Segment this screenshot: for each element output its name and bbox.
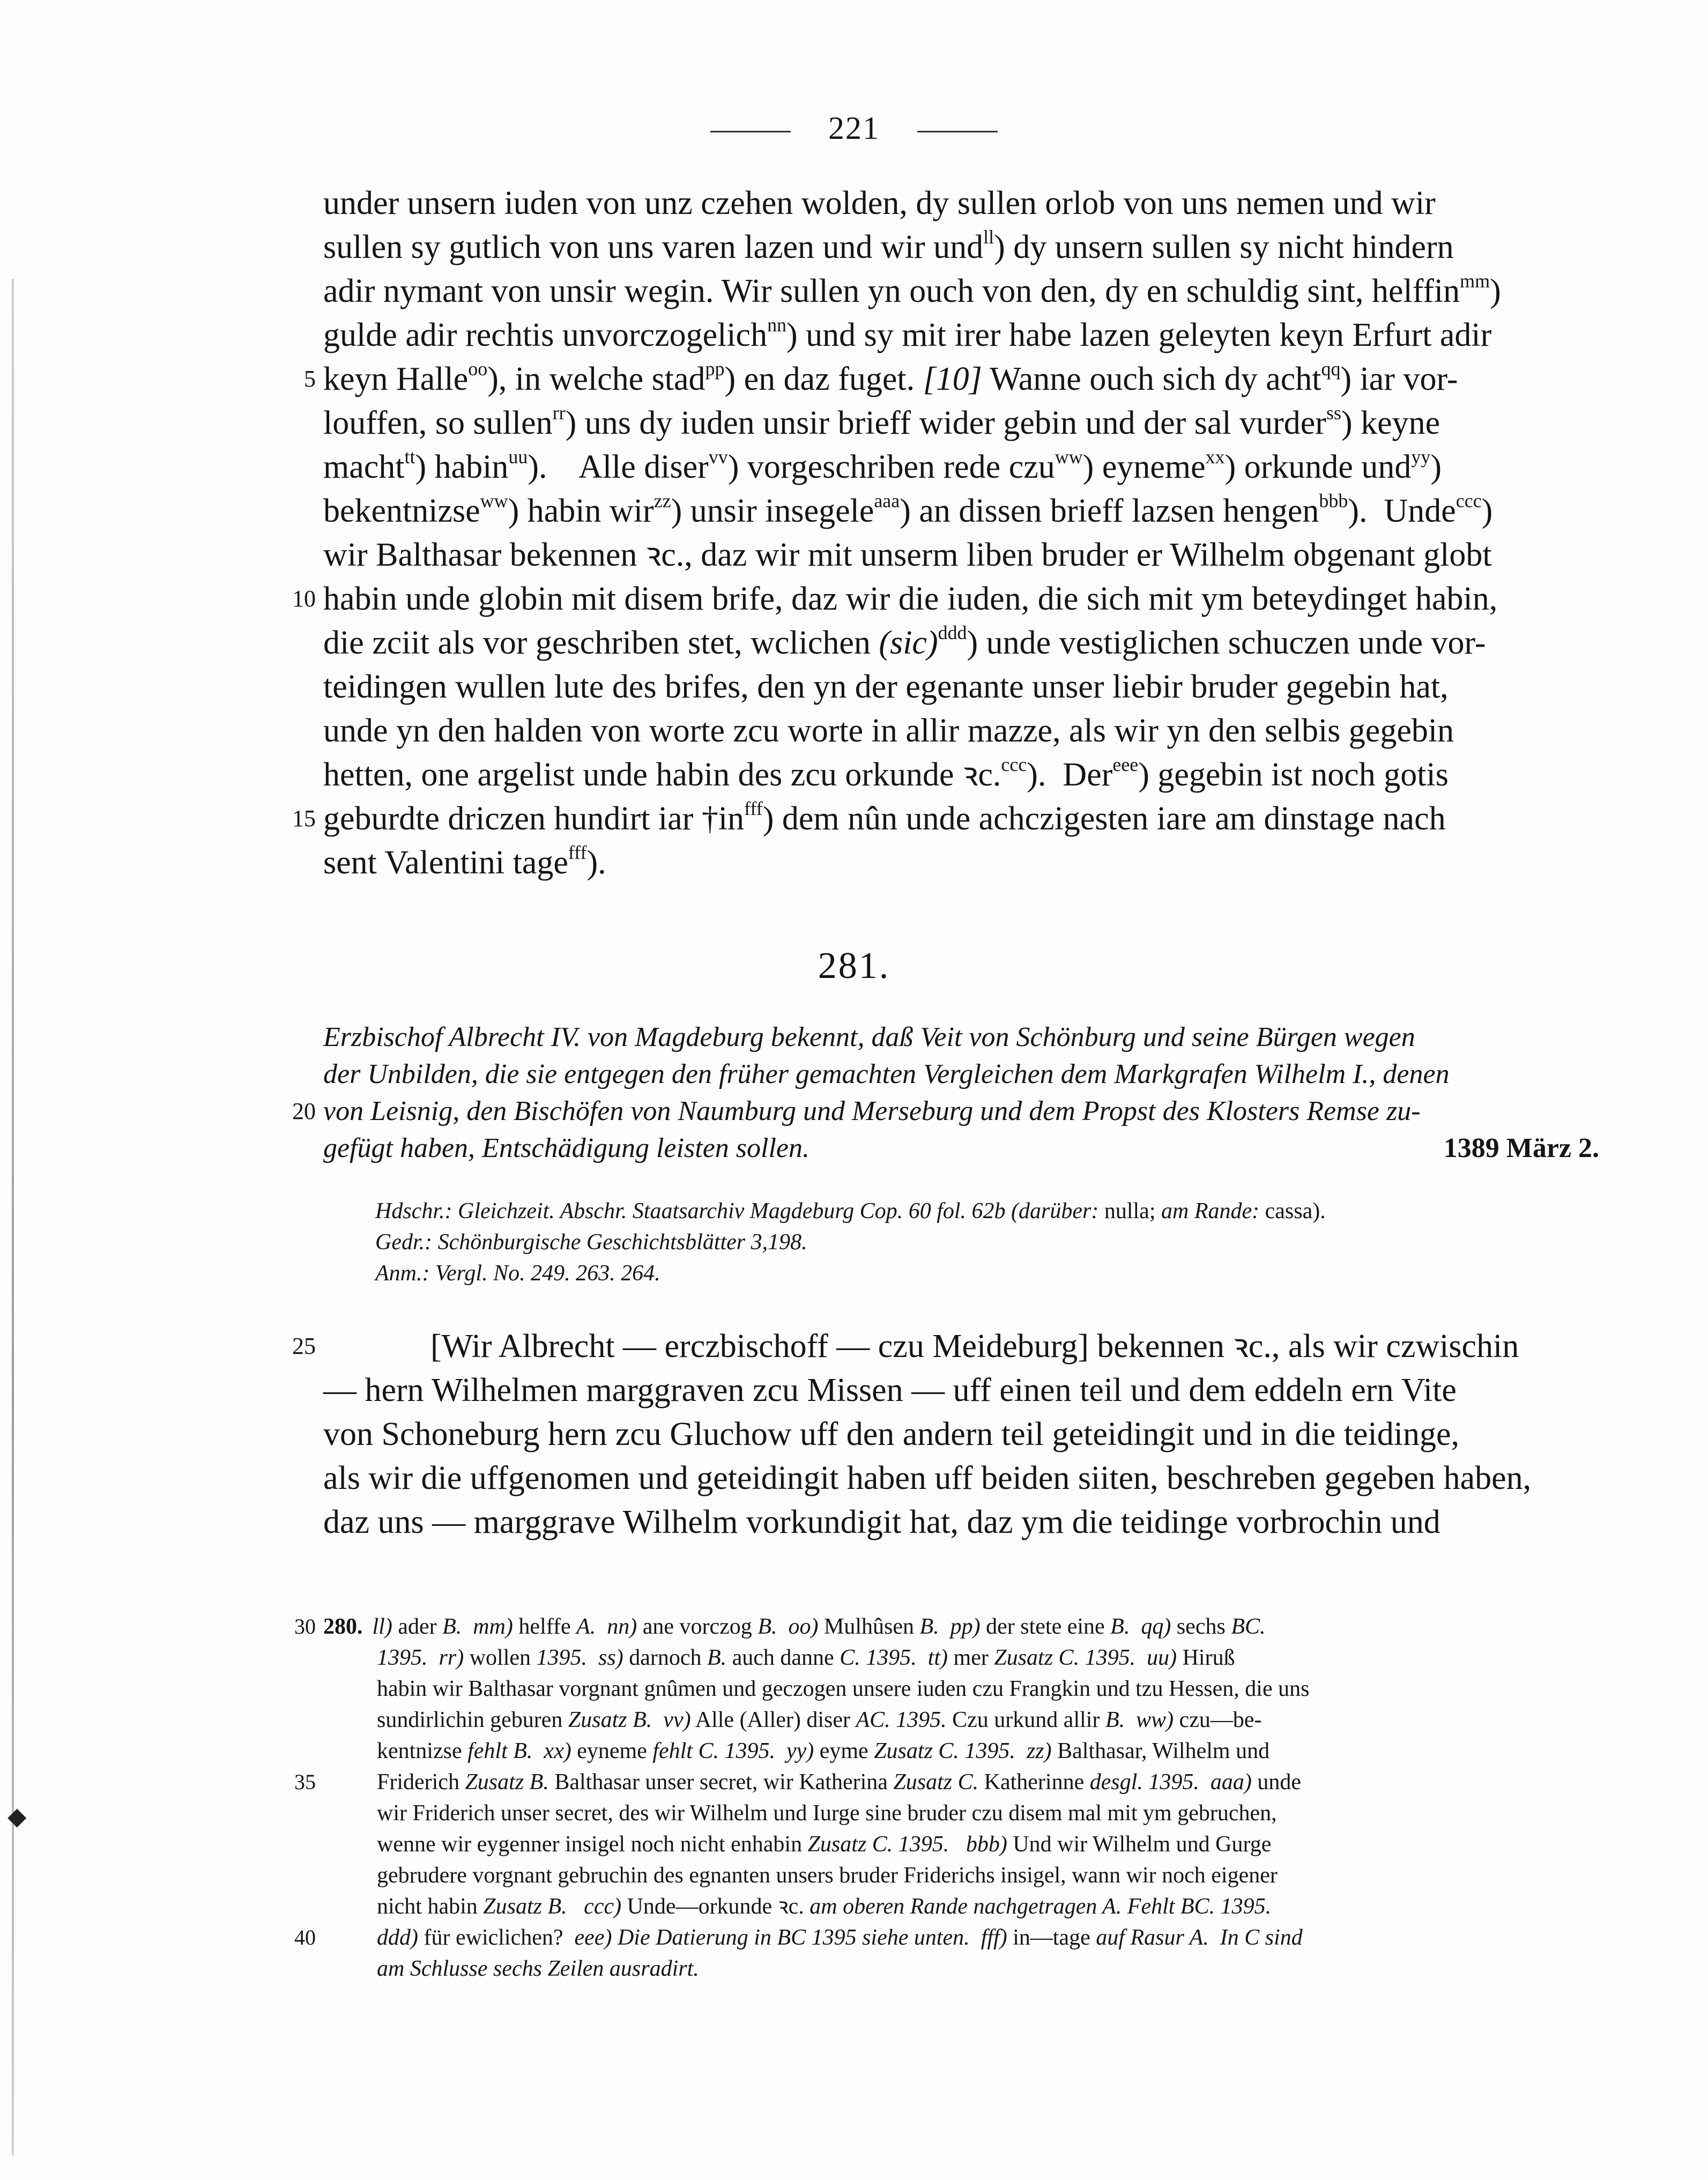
footnote-line-content: wenne wir eygenner insigel noch nicht enhabin Zusatz C. 1395. bbb) Und wir Wilhelm und Gurge [377,1832,1272,1857]
footnote-line [323,1704,1599,1736]
charter-line: [Wir Albrecht — erczbischoff — czu Meideburg] bekennen ꝛc., als wir czwischin [430,1328,1519,1365]
footnote-line-content: gebrudere vorgnant gebruchin des egnanten unsers bruder Friderichs insigel, wann wir noch eigener [377,1863,1278,1888]
regest-date: 1389 März 2. [1443,1133,1599,1163]
text-line-content: geburdte driczen hundirt iar $\dagger in^{fff}$) dem nûn unde achczigesten iare am dinstage nach [323,798,1446,837]
text-line [323,621,1599,665]
text-line [323,445,1599,489]
manuscript-cassa: cassa). [1265,1199,1326,1224]
source-apparatus [375,1196,1598,1289]
footnote-line-content: habin wir Balthasar vorgnant gnûmen und geczogen unsere iuden czu Frangkin und tzu Hessen, die uns [377,1677,1310,1701]
footnote-line [323,1673,1599,1704]
text-line-content: keyn Halle$^{oo}$), in welche stad$^{pp}$) en daz fuget. [10] Wanne ouch sich dy acht$^{qq}$) iar vor- [323,358,1458,397]
line-number: 40 [294,1925,316,1949]
text-line-content: sent Valentini tage$^{fff}$). [323,842,606,881]
annotation-reference: Anm.: Vergl. No. 249. 263. 264. [375,1261,660,1286]
footnote-line [323,1798,1599,1829]
line-number: 20 [292,1098,316,1124]
footnote-line-content: am Schlusse sechs Zeilen ausradirt. [377,1956,699,1981]
footnote-line [294,1611,1599,1642]
header-rule-left [710,131,791,132]
regest-line [292,1093,1599,1130]
regest-line: Erzbischof Albrecht IV. von Magdeburg bekennt, daß Veit von Schönburg und seine Bürgen wegen [323,1022,1415,1052]
text-line [323,181,1599,225]
footnote-line [323,1642,1599,1673]
text-line-content: hetten, one argelist unde habin des zcu orkunde ꝛc.$^{ccc}$). Der$^{eee}$) gegebin ist noch gotis [323,754,1449,793]
header-rule-right [917,131,998,132]
footnote-line [323,1860,1599,1891]
regest-line [323,1130,1599,1167]
line-number: 15 [292,805,316,832]
text-line-content: macht$^{tt}$) habin$^{uu}$). Alle diser$^{vv}$) vorgeschriben rede czu$^{ww}$) eyneme$^{xx}$) orkunde und$^{yy}$) [323,446,1442,485]
text-line-content: unde yn den halden von worte zcu worte in allir mazze, als wir yn den selbis gegebin [323,713,1454,749]
footnote-line [323,1953,1599,1984]
document-number: 281. [818,945,890,987]
regest-line-text: gefügt haben, Entschädigung leisten sollen. [323,1133,810,1163]
manuscript-source-text: Hdschr.: Gleichzeit. Abschr. Staatsarchiv Magdeburg Cop. 60 fol. 62b (darüber: [375,1199,1099,1224]
text-line-content: bekentnizse$^{ww}$) habin wir$^{zz}$) unsir insegele$^{aaa}$) an dissen brieff lazsen hengen$^{bbb}$). Unde$^{ccc}$) [323,490,1493,529]
manuscript-source [375,1196,1598,1227]
text-line [323,225,1599,269]
footnote-line-content: ddd) für ewiclichen? eee) Die Datierung in BC 1395 siehe unten. fff) in—tage auf Rasur A. In C sind [377,1925,1303,1950]
footnote-line-content: ll) ader B. mm) helffe A. nn) ane vorczog B. oo) Mulhûsen B. pp) der stete eine B. qq) sechs BC. [372,1614,1266,1639]
text-line-content: die zciit als vor geschriben stet, wclichen (sic)$^{ddd}$) unde vestiglichen schuczen unde vor- [323,622,1486,661]
footnote-line [323,1891,1599,1922]
margin-marker-icon: ◆ [8,1803,27,1830]
text-line-content: sullen sy gutlich von uns varen lazen und wir und$^{ll}$) dy unsern sullen sy nicht hindern [323,226,1454,265]
charter-line: als wir die uffgenomen und geteidingit haben uff beiden siiten, beschreben gegeben haben, [323,1460,1532,1496]
regest-line: der Unbilden, die sie entgegen den früher gemachten Vergleichen dem Markgrafen Wilhelm I., denen [323,1059,1450,1089]
print-source: Gedr.: Schönburgische Geschichtsblätter 3,198. [375,1230,807,1255]
text-line [292,797,1599,841]
binding-edge [12,279,14,2155]
document-280-continuation [292,181,1599,885]
manuscript-nulla: nulla; [1104,1199,1156,1224]
text-line-content: under unsern iuden von unz czehen wolden, dy sullen orlob von uns nemen und wir [323,185,1436,221]
text-line-content: gulde adir rechtis unvorczogelich$^{nn}$) und sy mit irer habe lazen geleyten keyn Erfurt adir [323,314,1492,353]
text-line [323,489,1599,533]
text-line-content: adir nymant von unsir wegin. Wir sullen yn ouch von den, dy en schuldig sint, helffin$^{mm}$) [323,270,1501,309]
page-header [0,110,1708,147]
footnote-line-content: wir Friderich unser secret, des wir Wilhelm und Iurge sine bruder czu disem mal mit ym gebruchen, [377,1801,1277,1826]
text-line [323,269,1599,313]
charter-line: — hern Wilhelmen marggraven zcu Missen — uff einen teil und dem eddeln ern Vite [323,1372,1457,1408]
footnote-document-ref: 280. [323,1614,363,1639]
charter-line: von Schoneburg hern zcu Gluchow uff den andern teil geteidingit und in die teidinge, [323,1416,1459,1452]
text-line [323,709,1599,753]
footnote-line [294,1767,1599,1798]
text-line-content: habin unde globin mit disem brife, daz wir die iuden, die sich mit ym beteydinget habin, [323,581,1498,617]
footnote-line-content: 1395. rr) wollen 1395. ss) darnoch B. auch danne C. 1395. tt) mer Zusatz C. 1395. uu) Hiruß [377,1645,1235,1670]
text-line [292,577,1599,621]
text-line [323,753,1599,797]
footnote-line-content: nicht habin Zusatz B. ccc) Unde—orkunde ꝛc. am oberen Rande nachgetragen A. Fehlt BC. 1395. [377,1894,1272,1919]
regest-line-text: von Leisnig, den Bischöfen von Naumburg und Merseburg und dem Propst des Klosters Remse zu- [323,1096,1421,1126]
text-line [323,665,1599,709]
text-line [323,841,1599,885]
text-line [323,313,1599,357]
charter-line: daz uns — marggrave Wilhelm vorkundigit hat, daz ym die teidinge vorbrochin und [323,1504,1440,1540]
footnote-line [294,1922,1599,1953]
text-line [304,357,1599,401]
footnotes [294,1611,1599,1984]
footnote-line-content: kentnizse fehlt B. xx) eyneme fehlt C. 1395. yy) eyme Zusatz C. 1395. zz) Balthasar, Wilhelm und [377,1739,1270,1763]
manuscript-am-rande: am Rande: [1161,1199,1260,1224]
line-number: 10 [292,585,316,612]
page-number: 221 [828,110,880,146]
line-number: 35 [294,1770,316,1794]
regest [292,1019,1599,1167]
footnote-line [323,1736,1599,1767]
text-line [323,401,1599,445]
footnote-line-content: sundirlichin geburen Zusatz B. vv) Alle (Aller) diser AC. 1395. Czu urkund allir B. ww) czu—be- [377,1708,1262,1732]
line-number: 30 [294,1614,316,1638]
text-line-content: wir Balthasar bekennen ꝛc., daz wir mit unserm liben bruder er Wilhelm obgenant globt [323,537,1492,573]
charter-text [292,1324,1599,1544]
line-number: 25 [292,1333,316,1359]
line-number: 5 [304,366,316,392]
text-line [323,533,1599,577]
text-line-content: louffen, so sullen$^{rr}$) uns dy iuden unsir brieff wider gebin und der sal vurder$^{ss}$) keyne [323,402,1440,441]
text-line-content: teidingen wullen lute des brifes, den yn der egenante unser liebir bruder gegebin hat, [323,669,1449,705]
footnote-line [323,1829,1599,1860]
footnote-line-content: Friderich Zusatz B. Balthasar unser secret, wir Katherina Zusatz C. Katherinne desgl. 1395. aaa) unde [377,1770,1302,1795]
